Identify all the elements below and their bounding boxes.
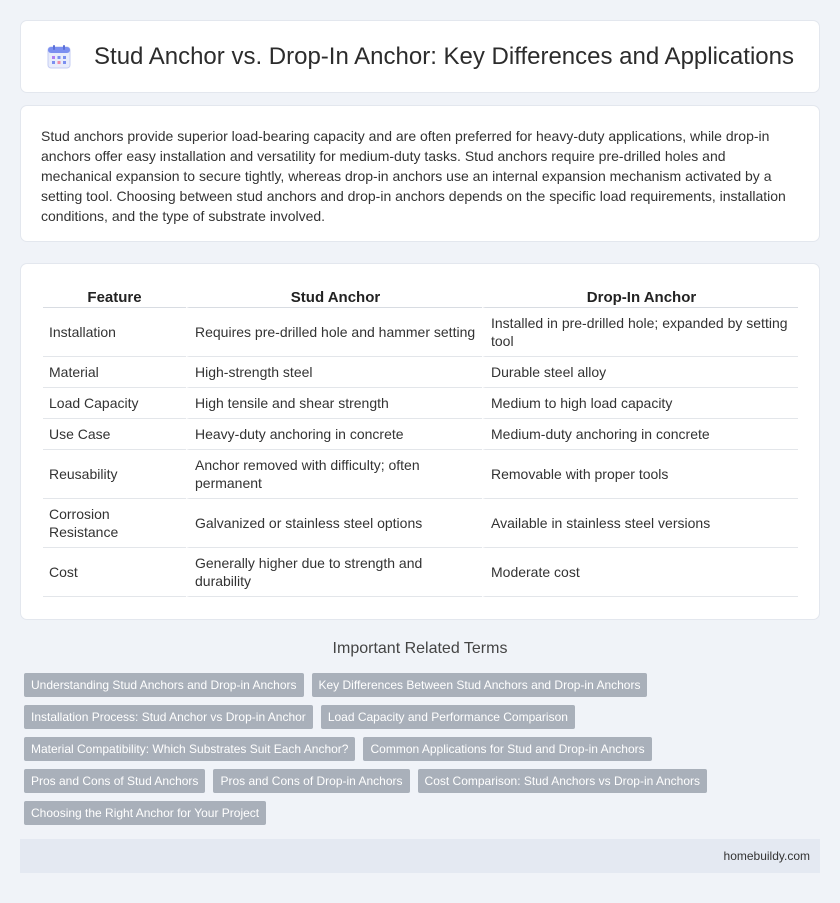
related-term-tag[interactable]: Material Compatibility: Which Substrates Suit Each Anchor?	[24, 737, 355, 761]
intro-card	[20, 105, 820, 242]
table-cell: Corrosion Resistance	[43, 499, 186, 548]
header-stud-anchor: Stud Anchor	[186, 284, 482, 308]
table-cell: Medium to high load capacity	[482, 388, 798, 419]
related-term-tag[interactable]: Installation Process: Stud Anchor vs Drop-in Anchor	[24, 705, 313, 729]
table-row	[43, 388, 798, 419]
table-cell: Cost	[43, 548, 186, 597]
related-terms-title: Important Related Terms	[332, 640, 508, 657]
table-header-row	[43, 284, 798, 308]
page-title: Stud Anchor vs. Drop-In Anchor: Key Differences and Applications	[94, 42, 794, 70]
table-cell: Removable with proper tools	[482, 450, 798, 499]
table-cell: Moderate cost	[482, 548, 798, 597]
table-cell: Galvanized or stainless steel options	[186, 499, 482, 548]
related-term-tag[interactable]: Cost Comparison: Stud Anchors vs Drop-in Anchors	[418, 769, 707, 793]
related-term-tag[interactable]: Load Capacity and Performance Comparison	[321, 705, 575, 729]
footer-site-name: homebuildy.com	[723, 849, 810, 863]
header-card	[20, 20, 820, 93]
table-cell: Installation	[43, 308, 186, 357]
table-row	[43, 548, 798, 597]
table-cell: Available in stainless steel versions	[482, 499, 798, 548]
related-terms-list	[20, 673, 820, 833]
table-cell: Generally higher due to strength and durability	[186, 548, 482, 597]
header-feature: Feature	[43, 284, 186, 308]
table-cell: Load Capacity	[43, 388, 186, 419]
table-cell: Material	[43, 357, 186, 388]
table-cell: Anchor removed with difficulty; often permanent	[186, 450, 482, 499]
comparison-table	[43, 284, 798, 597]
related-term-tag[interactable]: Key Differences Between Stud Anchors and Drop-in Anchors	[312, 673, 648, 697]
table-row	[43, 419, 798, 450]
table-cell: Durable steel alloy	[482, 357, 798, 388]
table-cell: Medium-duty anchoring in concrete	[482, 419, 798, 450]
calendar-icon	[46, 44, 72, 70]
footer	[20, 839, 820, 873]
comparison-table-card	[20, 263, 820, 620]
table-cell: High-strength steel	[186, 357, 482, 388]
related-term-tag[interactable]: Pros and Cons of Stud Anchors	[24, 769, 205, 793]
table-cell: High tensile and shear strength	[186, 388, 482, 419]
related-term-tag[interactable]: Understanding Stud Anchors and Drop-in Anchors	[24, 673, 304, 697]
table-row	[43, 450, 798, 499]
table-row	[43, 499, 798, 548]
intro-paragraph: Stud anchors provide superior load-bearing capacity and are often preferred for heavy-duty applications, while drop-in anchors offer easy installation and versatility for medium-duty tasks. Stud anchors require pre-drilled holes and mechanical expansion to secure tightly, whereas drop-in anchors use an internal expansion mechanism activated by a setting tool. Choosing between stud anchors and drop-in anchors depends on the specific load requirements, installation conditions, and the type of substrate involved.	[41, 128, 786, 224]
header-drop-in-anchor: Drop-In Anchor	[482, 284, 798, 308]
related-term-tag[interactable]: Pros and Cons of Drop-in Anchors	[213, 769, 409, 793]
table-cell: Use Case	[43, 419, 186, 450]
table-cell: Installed in pre-drilled hole; expanded by setting tool	[482, 308, 798, 357]
related-term-tag[interactable]: Common Applications for Stud and Drop-in Anchors	[363, 737, 651, 761]
related-term-tag[interactable]: Choosing the Right Anchor for Your Project	[24, 801, 266, 825]
table-cell: Requires pre-drilled hole and hammer setting	[186, 308, 482, 357]
table-cell: Reusability	[43, 450, 186, 499]
related-terms-section	[20, 638, 820, 833]
table-row	[43, 357, 798, 388]
table-cell: Heavy-duty anchoring in concrete	[186, 419, 482, 450]
table-row	[43, 308, 798, 357]
